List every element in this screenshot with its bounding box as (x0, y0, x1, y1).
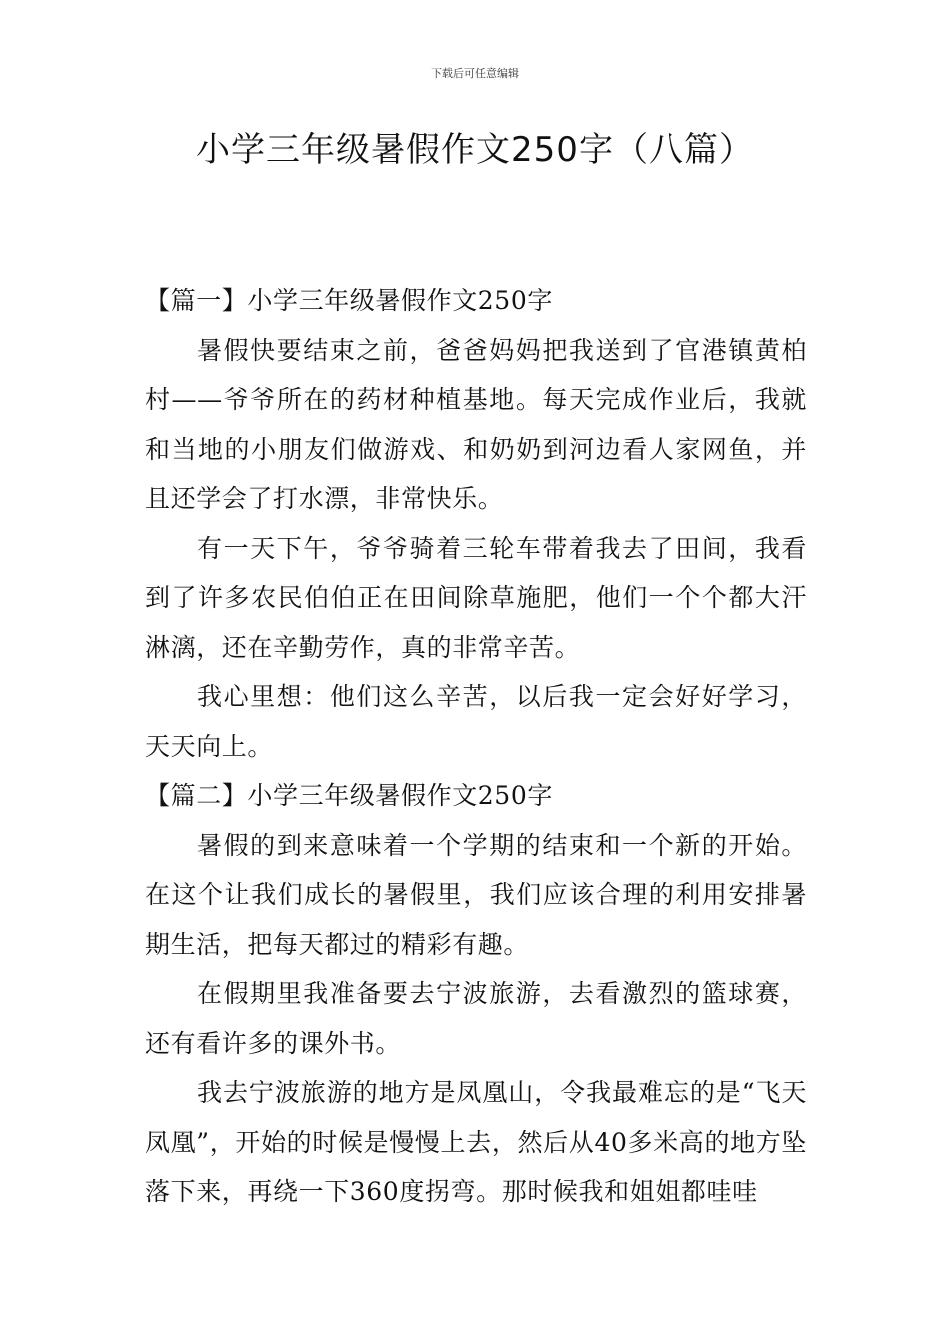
document-body (145, 276, 807, 1217)
paragraph: 在假期里我准备要去宁波旅游，去看激烈的篮球赛，还有看许多的课外书。 (145, 979, 807, 1058)
paragraph: 我去宁波旅游的地方是凤凰山，令我最难忘的是“飞天凤凰”，开始的时候是慢慢上去，然后从40多米高的地方坠落下来，再绕一下360度拐弯。那时候我和姐姐都哇哇 (145, 1078, 807, 1206)
page-title: 小学三年级暑假作文250字（八篇） (196, 130, 754, 170)
section-heading-1: 【篇一】小学三年级暑假作文250字 (145, 286, 553, 315)
header-note: 下载后可任意编辑 (431, 67, 519, 80)
paragraph: 暑假的到来意味着一个学期的结束和一个新的开始。在这个让我们成长的暑假里，我们应该合理的利用安排暑期生活，把每天都过的精彩有趣。 (145, 830, 807, 959)
paragraph: 我心里想：他们这么辛苦，以后我一定会好好学习，天天向上。 (145, 682, 807, 761)
section-heading-2: 【篇二】小学三年级暑假作文250字 (145, 781, 553, 810)
paragraph: 有一天下午，爷爷骑着三轮车带着我去了田间，我看到了许多农民伯伯正在田间除草施肥，他们一个个都大汗淋漓，还在辛勤劳作，真的非常辛苦。 (145, 533, 807, 662)
paragraph: 暑假快要结束之前，爸爸妈妈把我送到了官港镇黄柏村——爷爷所在的药材种植基地。每天完成作业后，我就和当地的小朋友们做游戏、和奶奶到河边看人家网鱼，并且还学会了打水漂，非常快乐。 (145, 335, 807, 513)
